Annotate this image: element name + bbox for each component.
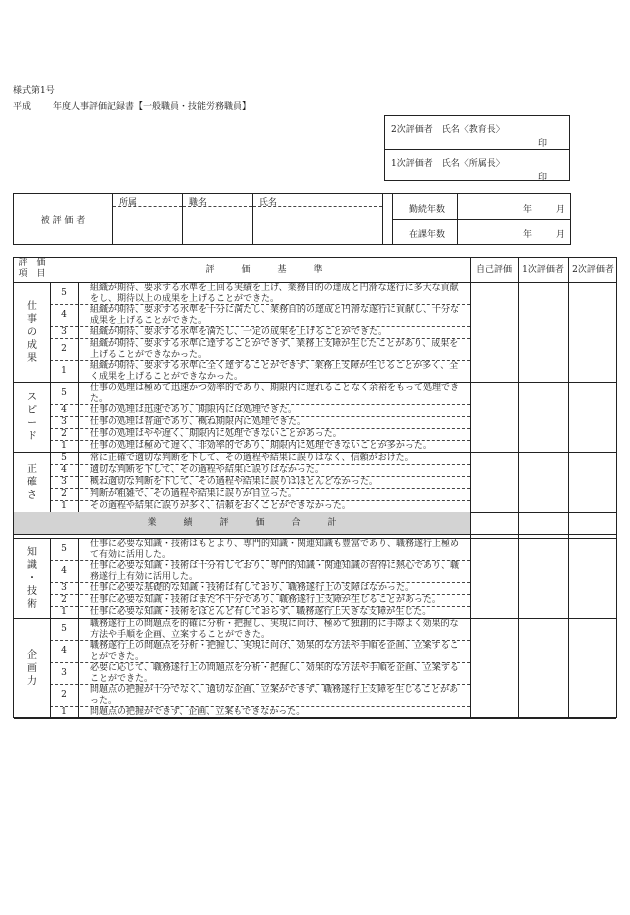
score-value: 1 xyxy=(61,706,67,717)
criteria-text: 適切な判断を下して、その過程や結果に誤りはなかった。 xyxy=(90,465,324,475)
criteria-text: 問題点の把握ができず、企画、立案もできなかった。 xyxy=(90,707,306,717)
score-value: 5 xyxy=(61,543,67,554)
score-col-divider xyxy=(50,618,51,718)
section-divider xyxy=(14,534,616,535)
title-prefix: 平成 xyxy=(13,102,32,112)
evaluation-table xyxy=(13,257,617,718)
score-value: 5 xyxy=(61,387,67,398)
criteria-text: 判断が粗雑で、その過程や結果に誤りが目立った。 xyxy=(90,489,297,499)
header-criteria: 評 価 基 準 xyxy=(205,265,323,275)
score-value: 1 xyxy=(61,440,67,451)
table-header xyxy=(14,258,616,283)
criteria-text: 仕事の処理は普通であり、概ね期限内に処理できた。 xyxy=(90,417,307,427)
criteria-text: 組織が期待、要求する水準に全く達することができず、業務上支障が生じることが多く、全く成果を上げることができなかった。 xyxy=(90,361,459,382)
job-title-label: 職名 xyxy=(189,198,208,208)
criteria-text: 仕事の処理は迅速であり、期限内には処理できた。 xyxy=(90,405,298,415)
score-value: 1 xyxy=(61,365,67,376)
section-divider xyxy=(14,718,616,719)
criteria-col-divider xyxy=(78,452,79,512)
section-name: 企 画 力 xyxy=(27,649,37,687)
evaluatee-box xyxy=(13,193,571,245)
service-year-unit: 年 xyxy=(523,205,533,215)
section-name: 知 識 ・ 技 術 xyxy=(27,546,37,610)
criteria-col-divider xyxy=(78,618,79,718)
second-evaluator-label: 2次評価者 氏名〈教育長〉 xyxy=(391,125,505,135)
document-title: 年度人事評価記録書【一般職員・技能労務職員】 xyxy=(53,102,252,112)
second-evaluator-seal: 印 xyxy=(537,139,547,149)
criteria-text: 仕事に必要な知識・技術をほとんど有しておらず、職務遂行上大きな支障が生じた。 xyxy=(90,607,432,617)
score-value: 2 xyxy=(61,689,67,700)
criteria-text: 職務遂行上の問題点を分析・把握し、実現に向け、効果的な方法や手順を企画、立案することができた。 xyxy=(90,641,459,662)
service-month-unit: 月 xyxy=(556,205,566,215)
score-value: 2 xyxy=(61,343,67,354)
header-second: 2次評価者 xyxy=(572,265,614,275)
evaluator-box xyxy=(384,115,570,181)
score-value: 4 xyxy=(61,645,67,656)
score-value: 3 xyxy=(61,416,67,427)
score-value: 1 xyxy=(61,606,67,617)
first-evaluator-seal: 印 xyxy=(537,173,547,183)
score-col-divider xyxy=(50,382,51,452)
score-col-divider xyxy=(50,452,51,512)
criteria-text: 仕事に必要な知識・技術は十分有しており、専門的知識・関連知識の習得に熱心であり、職務遂行上有効に活用した。 xyxy=(90,561,460,582)
first-evaluator-label: 1次評価者 氏名〈所属長〉 xyxy=(391,159,505,169)
form-number: 様式第1号 xyxy=(13,86,55,96)
score-value: 4 xyxy=(61,404,67,415)
score-value: 5 xyxy=(61,287,67,298)
score-col-divider xyxy=(50,282,51,382)
criteria-text: その過程や結果に誤りが多く、信頼をおくことができなかった。 xyxy=(90,501,351,511)
col-divider-self xyxy=(470,258,471,717)
section-name: 正 確 さ xyxy=(27,463,37,501)
section-year-unit: 年 xyxy=(523,230,533,240)
section-name: 仕 事 の 成 果 xyxy=(27,300,37,364)
years-of-service-label: 勤続年数 xyxy=(409,205,446,215)
name-label: 氏名 xyxy=(259,198,278,208)
score-value: 4 xyxy=(61,309,67,320)
affiliation-label: 所属 xyxy=(119,198,138,208)
col-divider-second xyxy=(568,258,569,717)
criteria-col-divider xyxy=(78,382,79,452)
score-value: 4 xyxy=(61,464,67,475)
criteria-text: 組織が期待、要求する水準を十分に満たし、業務目的の達成と円滑な遂行に貢献し、十分な成果を上げることができた。 xyxy=(90,305,460,326)
score-value: 5 xyxy=(61,623,67,634)
score-value: 5 xyxy=(61,452,67,463)
header-first: 1次評価者 xyxy=(522,265,564,275)
evaluatee-label: 被 評 価 者 xyxy=(14,194,113,244)
section-name: ス ピ ー ド xyxy=(27,392,37,442)
criteria-text: 仕事の処理は極めて迅速かつ効率的であり、期限内に遅れることなく余裕をもって処理できた。 xyxy=(90,383,460,404)
col-divider-first xyxy=(518,258,519,717)
criteria-text: 仕事に必要な知識・技術はもとより、専門的知識・関連知識も豊富であり、職務遂行上極めて有効に活用した。 xyxy=(90,539,460,560)
criteria-col-divider xyxy=(78,538,79,618)
criteria-text: 概ね適切な判断を下して、その過程や結果に誤りはほとんどなかった。 xyxy=(90,477,378,487)
score-value: 3 xyxy=(61,582,67,593)
score-value: 3 xyxy=(61,667,67,678)
header-self: 自己評価 xyxy=(475,265,512,275)
criteria-text: 問題点の把握が十分でなく、適切な企画、立案ができず、職務遂行上支障を生じることがあった。 xyxy=(90,685,459,706)
criteria-text: 組織が期待、要求する水準を満たし、一定の成果を上げることができた。 xyxy=(90,327,388,337)
second-evaluator-row xyxy=(385,116,569,149)
score-value: 3 xyxy=(61,326,67,337)
first-evaluator-row xyxy=(385,149,569,183)
criteria-text: 常に正確で適切な判断を下して、その過程や結果に誤りはなく、信頼がおけた。 xyxy=(90,453,414,463)
criteria-text: 組織が期待、要求する水準に達することができず、業務上支障が生じたことがあり、成果を上げることができなかった。 xyxy=(90,339,459,360)
score-value: 3 xyxy=(61,476,67,487)
score-value: 2 xyxy=(61,594,67,605)
years-in-section-label: 在課年数 xyxy=(409,230,446,240)
criteria-col-divider xyxy=(78,282,79,382)
criteria-text: 組織が期待、要求する水準を上回る実績を上げ、業務目的の達成と円滑な遂行に多大な貢献をし、期待以上の成果を上げることができた。 xyxy=(90,283,459,304)
score-value: 4 xyxy=(61,565,67,576)
criteria-text: 仕事の処理はやや遅く、期限内に処理できないことがあった。 xyxy=(90,429,342,439)
score-value: 1 xyxy=(61,500,67,511)
criteria-text: 必要に応じて、職務遂行上の問題点を分析・把握し、効果的な方法や手順を企画、立案することができた。 xyxy=(90,663,459,684)
criteria-text: 仕事に必要な基礎的な知識・技術は有しており、職務遂行上の支障はなかった。 xyxy=(90,583,415,593)
score-value: 2 xyxy=(61,488,67,499)
criteria-text: 仕事に必要な知識・技術はまだ不十分であり、職務遂行上支障が生じることがあった。 xyxy=(90,595,441,605)
subtotal-label: 業 績 評 価 合 計 xyxy=(147,518,337,528)
score-col-divider xyxy=(50,538,51,618)
criteria-text: 仕事の処理は極めて遅く、非効率的であり、期限内に処理できないことが多かった。 xyxy=(90,441,432,451)
section-month-unit: 月 xyxy=(556,230,566,240)
header-item: 評 価 項 目 xyxy=(18,258,46,279)
criteria-text: 職務遂行上の問題点を的確に分析・把握し、実現に向け、極めて独創的に手際よく効果的な方法や手順を企画、立案することができた。 xyxy=(90,619,459,640)
score-value: 2 xyxy=(61,428,67,439)
